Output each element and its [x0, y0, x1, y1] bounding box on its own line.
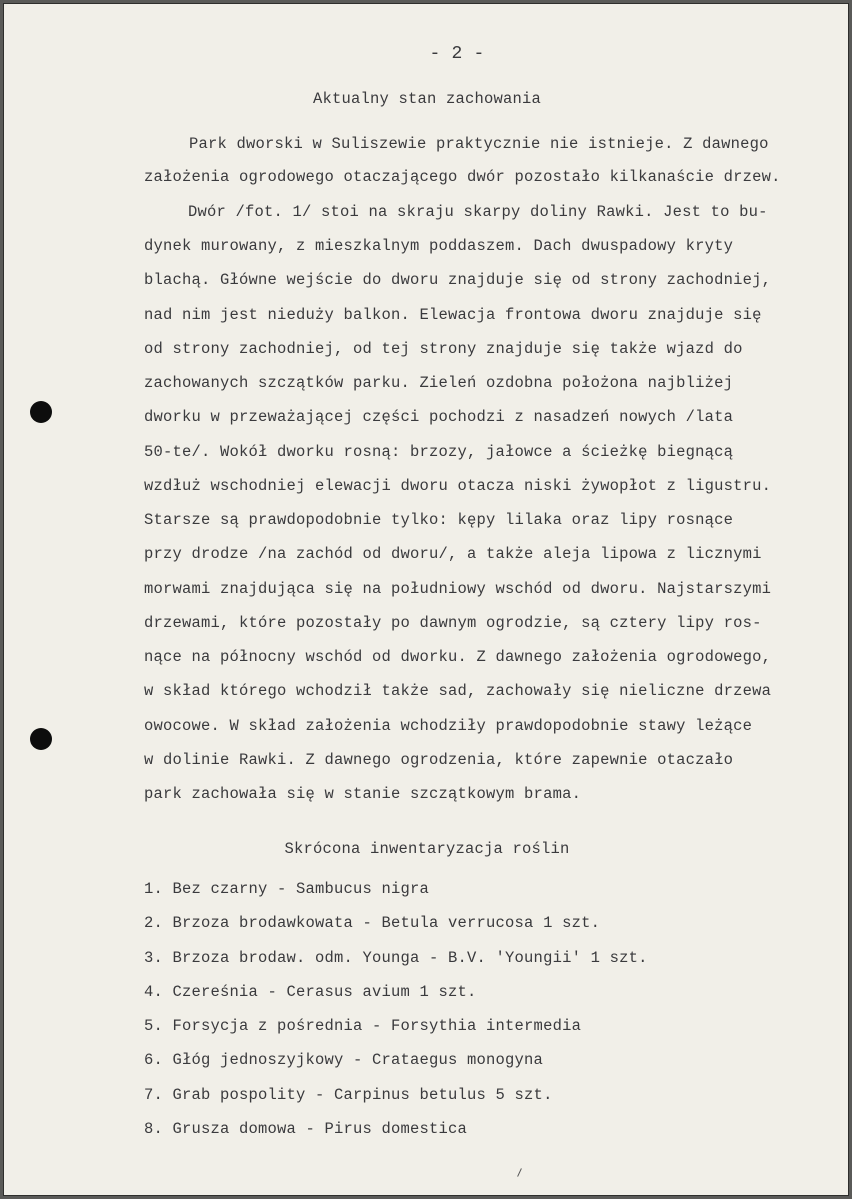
document-page [3, 3, 849, 1196]
list-item: 1. Bez czarny - Sambucus nigra [144, 880, 430, 898]
body-line: 50-te/. Wokół dworku rosną: brzozy, jałowce a ścieżkę biegnącą [144, 443, 734, 461]
pen-mark [517, 1168, 522, 1177]
section-heading-current-state: Aktualny stan zachowania [312, 90, 542, 108]
body-line: park zachowała się w stanie szczątkowym brama. [144, 785, 582, 803]
body-line: od strony zachodniej, od tej strony znajduje się także wjazd do [144, 340, 743, 358]
body-line: Dwór /fot. 1/ stoi na skraju skarpy doliny Rawki. Jest to bu- [188, 203, 768, 221]
body-line: przy drodze /na zachód od dworu/, a także aleja lipowa z licznymi [144, 545, 762, 563]
body-line: nad nim jest nieduży balkon. Elewacja frontowa dworu znajduje się [144, 306, 762, 324]
body-line: nące na północny wschód od dworku. Z dawnego założenia ogrodowego, [144, 648, 772, 666]
punch-hole-top [30, 401, 52, 423]
body-line: drzewami, które pozostały po dawnym ogrodzie, są cztery lipy ros- [144, 614, 762, 632]
list-item: 3. Brzoza brodaw. odm. Younga - B.V. 'Youngii' 1 szt. [144, 949, 648, 967]
body-line: owocowe. W skład założenia wchodziły prawdopodobnie stawy leżące [144, 717, 753, 735]
body-line: Park dworski w Suliszewie praktycznie nie istnieje. Z dawnego [189, 135, 769, 153]
body-line: morwami znajdująca się na południowy wschód od dworu. Najstarszymi [144, 580, 772, 598]
list-item: 2. Brzoza brodawkowata - Betula verrucosa 1 szt. [144, 914, 601, 932]
body-line: założenia ogrodowego otaczającego dwór pozostało kilkanaście drzew. [144, 168, 781, 186]
page-number: - 2 - [429, 44, 485, 64]
body-line: zachowanych szczątków parku. Zieleń ozdobna położona najbliżej [144, 374, 734, 392]
list-item: 4. Czereśnia - Cerasus avium 1 szt. [144, 983, 477, 1001]
list-item: 5. Forsycja z pośrednia - Forsythia intermedia [144, 1017, 582, 1035]
body-line: Starsze są prawdopodobnie tylko: kępy lilaka oraz lipy rosnące [144, 511, 734, 529]
body-line: w dolinie Rawki. Z dawnego ogrodzenia, które zapewnie otaczało [144, 751, 734, 769]
body-line: dworku w przeważającej części pochodzi z nasadzeń nowych /lata [144, 408, 734, 426]
body-line: dynek murowany, z mieszkalnym poddaszem. Dach dwuspadowy kryty [144, 237, 734, 255]
punch-hole-bottom [30, 728, 52, 750]
list-item: 6. Głóg jednoszyjkowy - Crataegus monogyna [144, 1051, 544, 1069]
section-heading-inventory: Skrócona inwentaryzacja roślin [284, 840, 570, 858]
body-line: wzdłuż wschodniej elewacji dworu otacza niski żywopłot z ligustru. [144, 477, 772, 495]
body-line: w skład którego wchodził także sad, zachowały się nieliczne drzewa [144, 682, 772, 700]
list-item: 7. Grab pospolity - Carpinus betulus 5 szt. [144, 1086, 553, 1104]
body-line: blachą. Główne wejście do dworu znajduje się od strony zachodniej, [144, 271, 772, 289]
list-item: 8. Grusza domowa - Pirus domestica [144, 1120, 468, 1138]
